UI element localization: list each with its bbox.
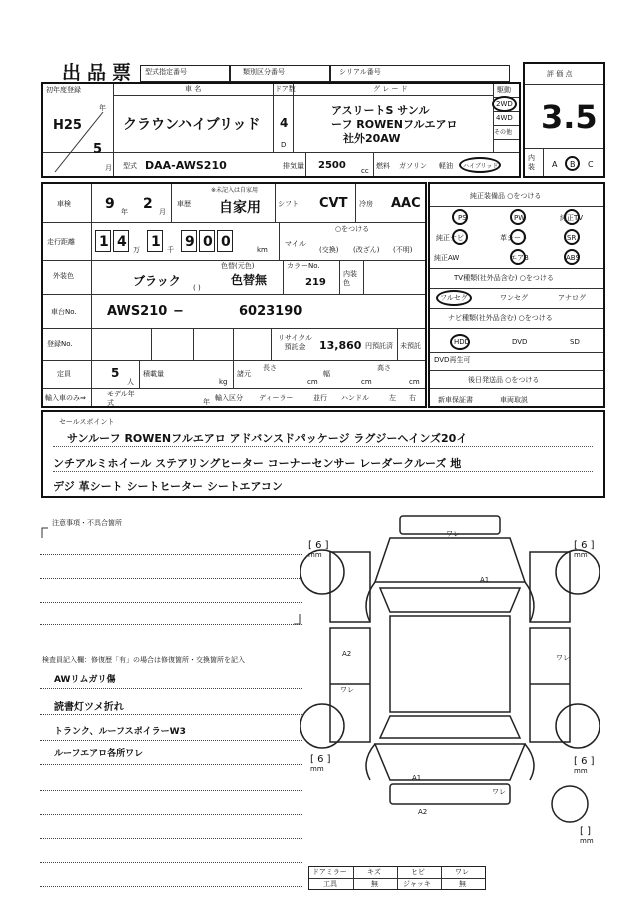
equip-ps-ring	[452, 209, 468, 225]
import-option-dealer: ディーラー	[259, 394, 294, 402]
footer-jack-value: 無	[459, 880, 466, 888]
mileage-option-unknown: (不明)	[393, 246, 413, 254]
sales-line-2: ンチアルミホイール ステアリングヒーター コーナーセンサー レーダークルーズ 地	[53, 457, 462, 470]
shaken-month-suffix: 月	[159, 208, 166, 216]
ac-label: 冷房	[359, 200, 373, 208]
sales-points-label: セールスポイント	[59, 418, 115, 426]
damage-label-6: A1	[412, 774, 422, 782]
color-change-paren: ( )	[193, 284, 201, 292]
damage-label-3: A2	[342, 650, 352, 658]
tv-option-oneseg: ワンセグ	[500, 294, 528, 302]
footer-table	[308, 866, 486, 890]
mileage-digit-6: 0	[217, 230, 233, 252]
equip-navi-ring	[452, 229, 468, 245]
grade-line-3: 社外20AW	[343, 132, 401, 145]
right-doors	[530, 628, 570, 742]
caution-label: 注意事項・不具合箇所	[52, 519, 122, 527]
man-unit: 万	[133, 246, 140, 254]
interior-label: 内装	[528, 154, 535, 171]
rating-label: 評 価 点	[547, 70, 573, 78]
equip-sr-ring	[564, 229, 580, 245]
footer-header-crack: ヒビ	[411, 868, 425, 876]
footer-header-mirror: ドアミラー	[312, 868, 347, 876]
tv-option-fullseg: フルセグ	[440, 294, 468, 302]
fuel-option-diesel: 軽油	[439, 162, 453, 170]
reg-no-label: 登録No.	[47, 340, 73, 348]
equipment-block	[428, 182, 605, 408]
doors-value: 4	[280, 116, 289, 130]
car-name-label: 車 名	[185, 85, 202, 93]
type-no-label: 型式指定番号	[145, 68, 187, 76]
equip-navi: 純正ナビ	[436, 234, 464, 242]
left-doors	[330, 628, 370, 742]
equip-tv: 純正TV	[560, 214, 584, 222]
mileage-digit-2: 4	[113, 230, 129, 252]
model-label: 型式	[123, 162, 137, 170]
history-note: ※未記入は自家用	[211, 187, 259, 194]
color-change-value: 色替無	[231, 273, 268, 287]
ac-value: AAC	[391, 196, 421, 211]
serial-label: シリアル番号	[339, 68, 381, 76]
month-suffix: 月	[105, 164, 112, 172]
model-year-label: モデル年式	[107, 390, 135, 407]
damage-label-5: ワレ	[340, 686, 354, 694]
equip-sr: SR	[567, 234, 577, 242]
doors-suffix: D	[281, 141, 287, 149]
chassis-number: 6023190	[239, 304, 303, 319]
rating-value: 3.5	[541, 98, 598, 136]
mileage-digit-3: 1	[147, 230, 163, 252]
mile-label: マイル	[285, 240, 306, 248]
recycle-label: リサイクル預託金	[277, 334, 313, 351]
import-option-parallel: 並行	[313, 394, 327, 402]
year-suffix: 年	[99, 104, 106, 112]
equip-tv-ring	[564, 209, 580, 225]
footer-tools-value: 無	[371, 880, 378, 888]
drive-option-2wd: 2WD	[496, 100, 513, 108]
load-label: 積載量	[143, 370, 164, 378]
drive-label: 駆動	[497, 86, 511, 94]
color-label: 外装色	[53, 272, 74, 280]
page-title: 出品票	[62, 62, 138, 84]
footer-jack-label: ジャッキ	[403, 880, 431, 888]
drive-selected-ring	[492, 96, 517, 112]
tread-spare: [ ] mm	[580, 826, 594, 845]
note-item-2: 読書灯ツメ折れ	[54, 702, 124, 713]
car-name: クラウンハイブリッド	[123, 117, 261, 133]
note-item-3: トランク、ルーフスポイラーW3	[54, 727, 186, 737]
car-diagram	[300, 512, 600, 852]
grade-line-1: アスリートS サンル	[331, 104, 430, 117]
trunk	[375, 744, 525, 780]
equip-leather-ring	[510, 229, 526, 245]
tread-lf: [ 6 ] mm	[308, 540, 329, 559]
equipment-title: 純正装備品 ○をつける	[470, 192, 542, 200]
grade-line-2: ーフ ROWENフルエアロ	[331, 118, 458, 131]
chassis-dash: −	[173, 304, 184, 319]
tv-option-analog: アナログ	[558, 294, 586, 302]
category-no-label: 類別区分番号	[243, 68, 285, 76]
later-title: 後日発送品 ○をつける	[468, 376, 540, 384]
history-label: 車歴	[177, 200, 191, 208]
rear-window	[380, 716, 520, 738]
sen-unit: 千	[167, 246, 174, 254]
note-item-4: ルーフエアロ各所ワレ	[54, 749, 144, 759]
mileage-digit-5: 0	[199, 230, 215, 252]
load-kg-unit: kg	[219, 378, 228, 386]
later-option-manual: 車両取説	[500, 396, 528, 404]
first-reg-label: 初年度登録	[46, 86, 81, 94]
navi-option-dvd: DVD	[512, 338, 528, 346]
fuel-selected-ring	[459, 157, 501, 173]
navi-title: ナビ種類(社外品含む) ○をつける	[448, 314, 553, 322]
fuel-option-gasoline: ガソリン	[399, 162, 427, 170]
sales-line-1: サンルーフ ROWENフルエアロ アドバンスドパッケージ ラグジーヘインズ20イ	[67, 432, 468, 445]
first-reg-year: H25	[53, 118, 82, 133]
mileage-circle-note: ○をつける	[335, 225, 370, 233]
tread-rf: [ 6 ] mm	[574, 540, 595, 559]
mileage-digit-1: 1	[95, 230, 111, 252]
history-value: 自家用	[219, 200, 261, 216]
dvd-playback-label: DVD再生可	[434, 356, 471, 364]
doors-label: ドア数	[275, 85, 296, 93]
mileage-label: 走行距離	[47, 238, 75, 246]
navi-selected-ring	[450, 334, 470, 350]
recycle-unpaid: 未預託	[400, 342, 421, 350]
equip-pw-ring	[510, 209, 526, 225]
equip-ps: PS	[458, 214, 467, 222]
shaken-year: 9	[105, 196, 115, 212]
drive-option-4wd: 4WD	[496, 114, 513, 122]
left-rear-tire	[300, 704, 344, 748]
dims-label: 諸元	[237, 370, 251, 378]
interior-selected-ring	[565, 156, 580, 171]
chassis-prefix: AWS210	[107, 304, 168, 319]
tread-rr: [ 6 ] mm	[574, 756, 595, 775]
import-label: 輸入車のみ⇒	[45, 394, 86, 402]
caution-bracket-icon	[40, 526, 302, 636]
handle-option-left: 左	[389, 394, 396, 402]
shaken-label: 車検	[57, 200, 71, 208]
model-value: DAA-AWS210	[145, 159, 227, 172]
serial-no-box	[330, 65, 510, 82]
vehicle-block	[41, 82, 521, 178]
chassis-label: 車台No.	[51, 308, 77, 316]
hood	[375, 538, 525, 582]
windshield	[380, 588, 520, 612]
footer-tools-label: 工具	[323, 880, 337, 888]
mileage-option-tampered: (改ざん)	[353, 246, 380, 254]
shift-label: シフト	[278, 200, 299, 208]
damage-label-7: ワレ	[492, 788, 506, 796]
grade-label: グ レ ー ド	[373, 85, 408, 93]
category-no-box	[230, 65, 330, 82]
equip-abs-ring	[564, 249, 580, 265]
left-front-fender	[330, 552, 370, 622]
length-label: 長さ	[263, 364, 277, 372]
later-option-warranty: 新車保証書	[438, 396, 473, 404]
damage-label-8: A2	[418, 808, 428, 816]
displacement-value: 2500	[318, 160, 346, 171]
first-reg-month: 5	[93, 142, 103, 157]
color-no-value: 219	[305, 277, 326, 288]
mileage-digit-4: 9	[181, 230, 197, 252]
spare-tire	[552, 786, 588, 822]
equip-airbag: エアB	[510, 254, 529, 262]
equip-abs: ABS	[566, 254, 580, 262]
interior-option-c: C	[588, 160, 594, 169]
tv-selected-ring	[436, 290, 472, 306]
equip-pw: PW	[514, 214, 526, 222]
right-front-fender	[530, 552, 570, 622]
equip-leather: 革シート	[500, 234, 528, 242]
navi-option-sd: SD	[570, 338, 580, 346]
damage-label-2: A1	[480, 576, 490, 584]
color-change-label: 色替(元色)	[221, 262, 255, 270]
tv-title: TV種類(社外品含む) ○をつける	[454, 274, 554, 282]
length-cm-unit: cm	[307, 378, 318, 386]
height-cm-unit: cm	[409, 378, 420, 386]
interior-option-a: A	[552, 160, 558, 169]
damage-label-4: ワレ	[556, 654, 570, 662]
footer-header-break: ワレ	[455, 868, 469, 876]
fuel-option-hybrid: ハイブリッド	[463, 163, 499, 170]
damage-label-1: ワレ	[446, 530, 460, 538]
model-year-unit: 年	[203, 398, 210, 406]
recycle-value: 13,860	[319, 339, 362, 352]
type-no-box	[140, 65, 230, 82]
height-label: 高さ	[377, 364, 391, 372]
km-unit: km	[257, 246, 268, 254]
sales-line-3: デジ 革シート シートヒーター シートエアコン	[53, 480, 283, 493]
shaken-year-suffix: 年	[121, 208, 128, 216]
note-item-1: AWリムガリ傷	[54, 675, 116, 685]
inspector-label: 検査員記入欄：修復歴「有」の場合は修復箇所・交換箇所を記入	[42, 656, 245, 664]
interior-option-b: B	[570, 160, 576, 169]
handle-option-right: 右	[409, 394, 416, 402]
color-no-label: カラーNo.	[287, 262, 320, 270]
displacement-label: 排気量	[283, 162, 304, 170]
inspection-block	[41, 182, 427, 408]
equip-airbag-ring	[510, 249, 526, 265]
color-value: ブラック	[133, 274, 181, 288]
diagonal-slash-icon	[45, 94, 111, 174]
mileage-option-replaced: (交換)	[319, 246, 339, 254]
cc-unit: cc	[361, 167, 369, 175]
shaken-month: 2	[143, 196, 153, 212]
right-rear-tire	[556, 704, 600, 748]
tread-lr: [ 6 ] mm	[310, 754, 331, 773]
fuel-label: 燃料	[376, 162, 390, 170]
equip-aw: 純正AW	[434, 254, 460, 262]
handle-label: ハンドル	[341, 394, 369, 402]
sales-points-box	[41, 410, 605, 498]
interior-color-label: 内装色	[343, 270, 357, 287]
capacity-value: 5	[111, 366, 120, 380]
width-cm-unit: cm	[361, 378, 372, 386]
import-class-label: 輸入区分	[215, 394, 243, 402]
recycle-status: 円預託済	[365, 342, 393, 350]
roof	[390, 616, 510, 712]
rating-box	[523, 62, 605, 178]
footer-header-scratch: キズ	[367, 868, 381, 876]
width-label: 幅	[323, 370, 330, 378]
navi-option-hdd: HDD	[454, 338, 471, 346]
capacity-unit: 人	[127, 378, 134, 386]
capacity-label: 定員	[57, 370, 71, 378]
drive-option-other: その他	[494, 129, 513, 136]
shift-value: CVT	[319, 196, 348, 211]
